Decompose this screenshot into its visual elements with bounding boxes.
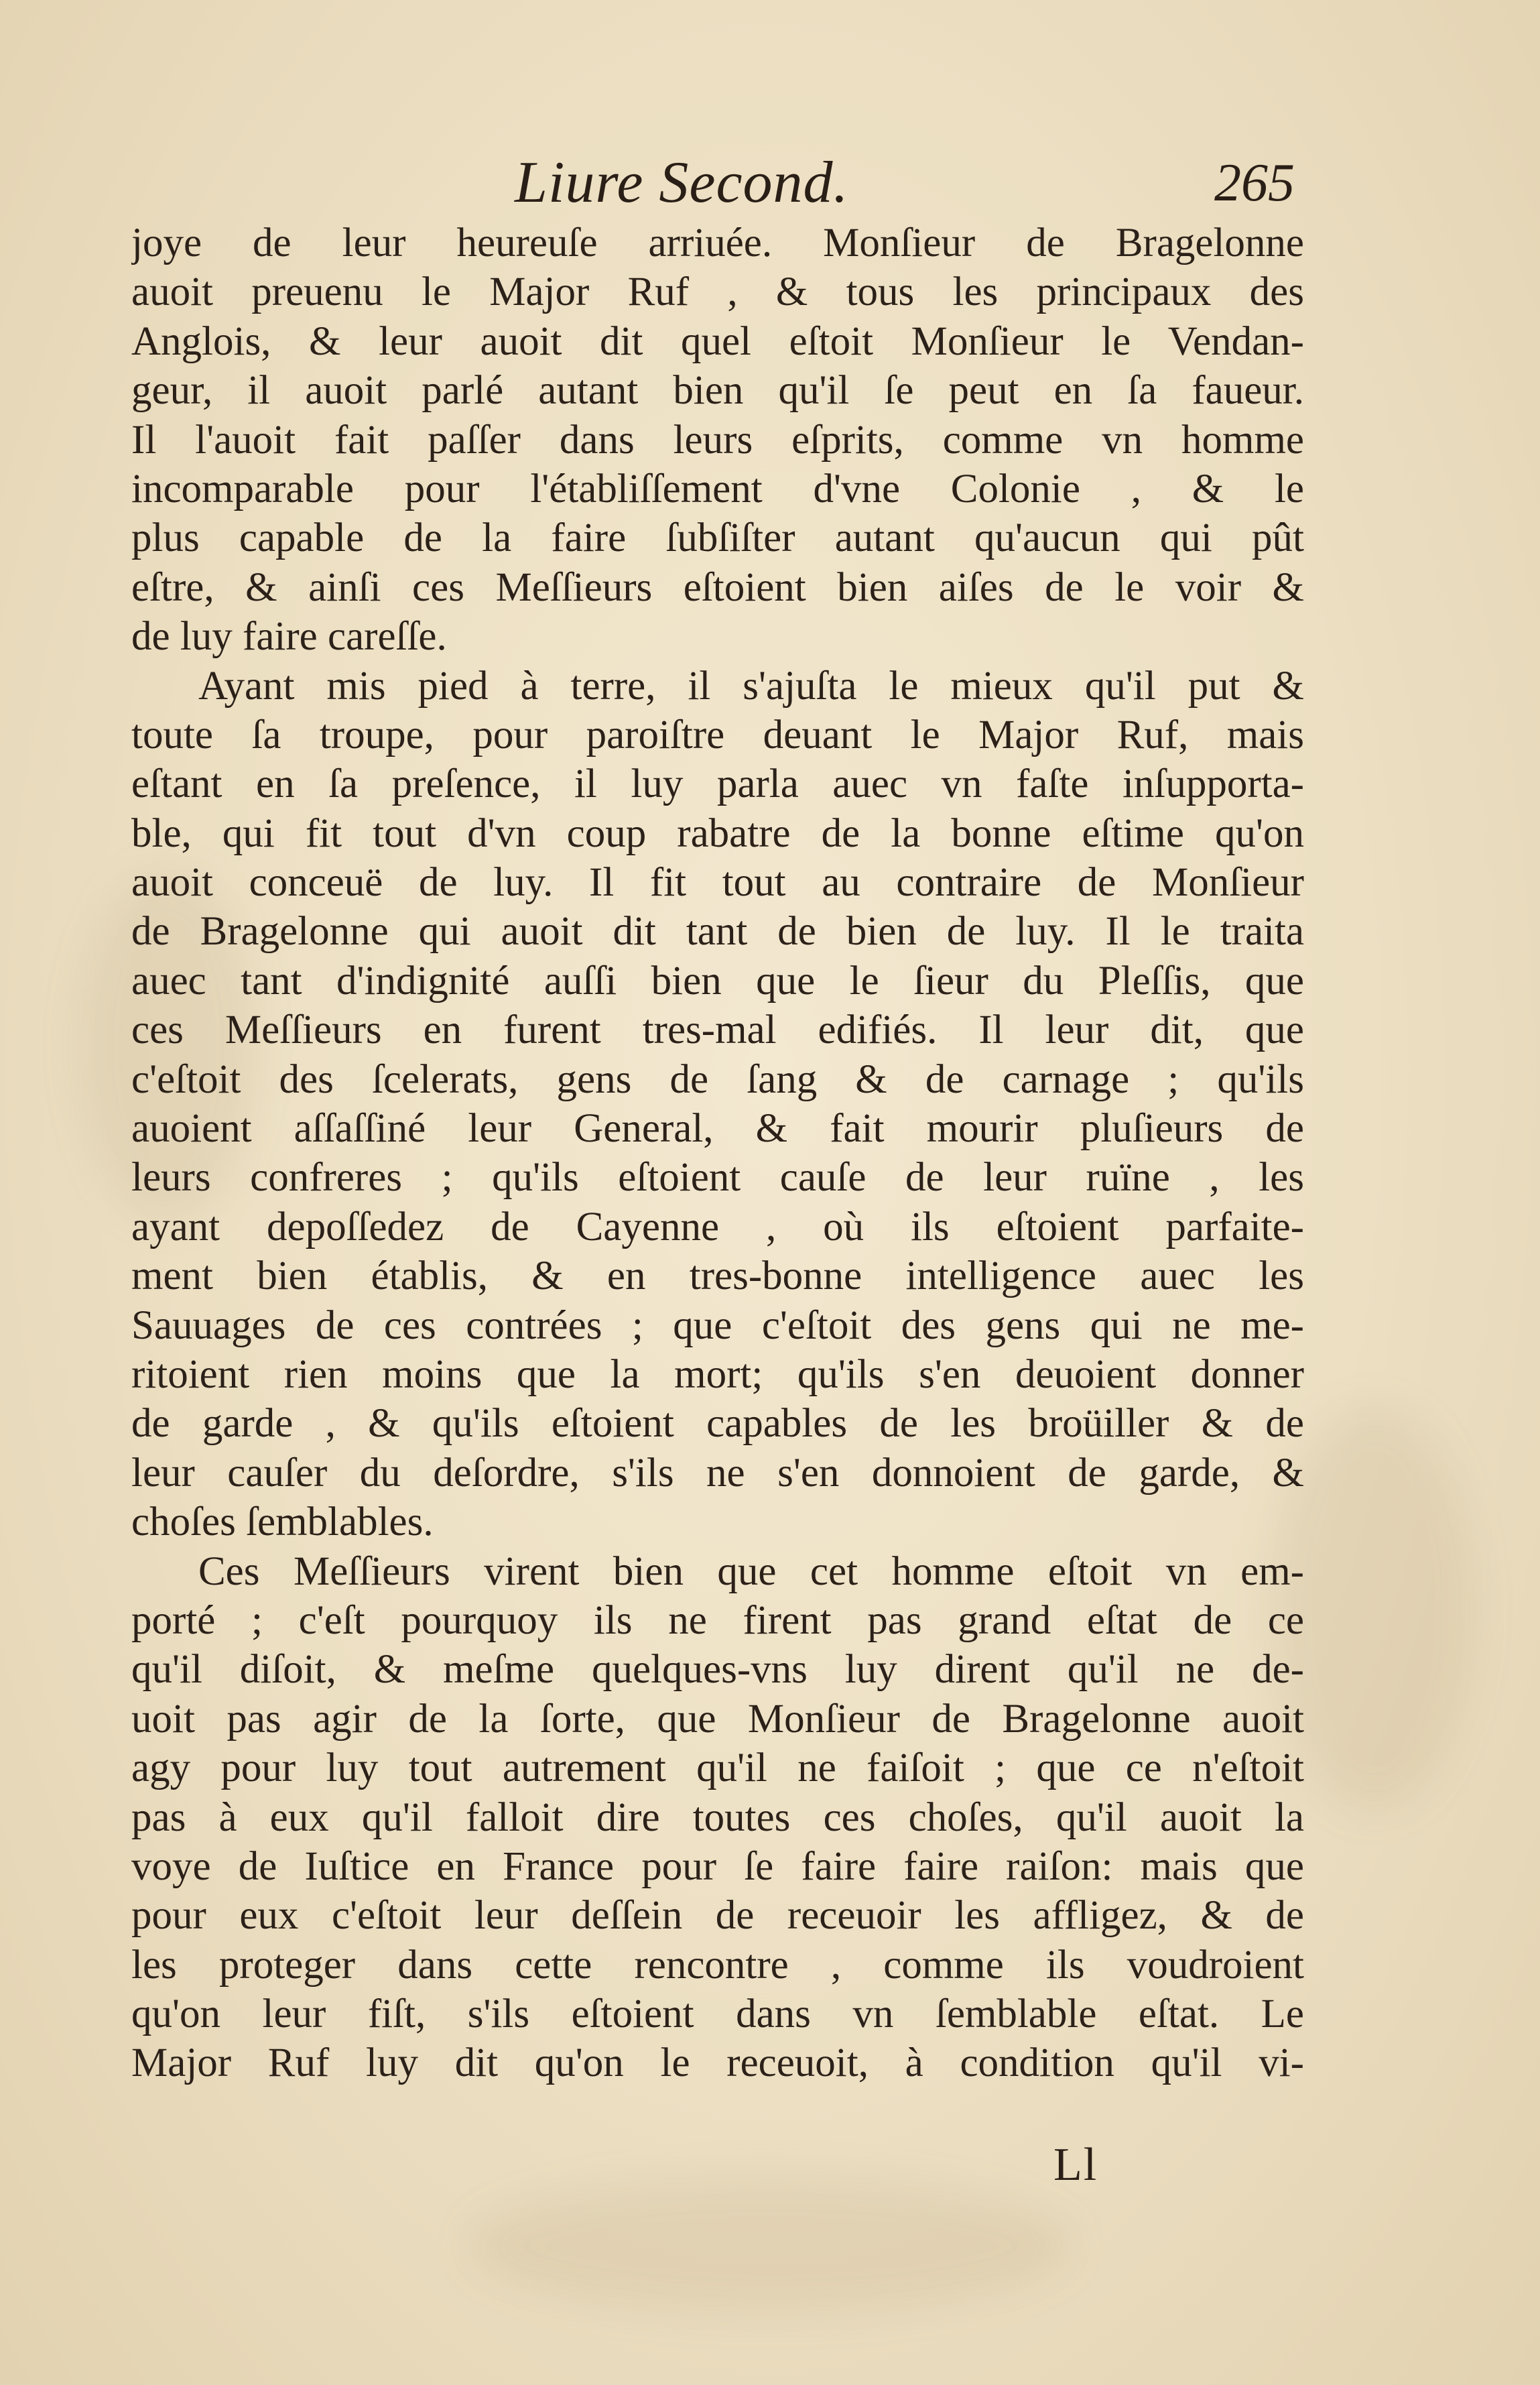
text-line: pas à eux qu'il falloit dire toutes ces choſes, qu'il auoit la	[131, 1794, 1304, 1840]
text-line: pour eux c'eſtoit leur deſſein de receuoir les affligez, & de	[131, 1893, 1304, 1939]
text-line: porté ; c'eſt pourquoy ils ne firent pas grand eſtat de ce	[131, 1597, 1304, 1643]
text-line: ble, qui fit tout d'vn coup rabatre de la bonne eſtime qu'on	[131, 810, 1304, 856]
text-line: auoient aſſaſſiné leur General, & fait mourir pluſieurs de	[131, 1106, 1304, 1152]
body-text	[131, 219, 1304, 2088]
running-title: Liure Second.	[515, 150, 849, 215]
text-line: Ces Meſſieurs virent bien que cet homme eſtoit vn em-	[198, 1548, 1304, 1594]
text-line: Il l'auoit fait paſſer dans leurs eſprits, comme vn homme	[131, 417, 1304, 463]
text-line: Sauuages de ces contrées ; que c'eſtoit des gens qui ne me-	[131, 1302, 1304, 1348]
text-line: ces Meſſieurs en furent tres-mal edifiés. Il leur dit, que	[131, 1007, 1304, 1053]
text-line: joye de leur heureuſe arriuée. Monſieur de Bragelonne	[131, 221, 1304, 265]
text-line: ritoient rien moins que la mort; qu'ils s'en deuoient donner	[131, 1351, 1304, 1397]
text-line: ayant depoſſedez de Cayenne , où ils eſtoient parfaite-	[131, 1204, 1304, 1249]
text-line: leur cauſer du deſordre, s'ils ne s'en donnoient de garde, &	[131, 1450, 1304, 1495]
text-line: qu'il diſoit, & meſme quelques-vns luy dirent qu'il ne de-	[131, 1647, 1304, 1693]
text-line: les proteger dans cette rencontre , comme ils voudroient	[131, 1942, 1304, 1988]
text-line: qu'on leur fiſt, s'ils eſtoient dans vn ſemblable eſtat. Le	[131, 1992, 1304, 2037]
text-line: de Bragelonne qui auoit dit tant de bien de luy. Il le traita	[131, 909, 1304, 955]
text-line: toute ſa troupe, pour paroiſtre deuant le Major Ruf, mais	[131, 712, 1304, 757]
text-line: eſtre, & ainſi ces Meſſieurs eſtoient bien aiſes de le voir &	[131, 564, 1304, 610]
text-line: agy pour luy tout autrement qu'il ne faiſoit ; que ce n'eſtoit	[131, 1746, 1304, 1791]
running-head	[0, 146, 1540, 220]
signature-mark: Ll	[1053, 2139, 1098, 2191]
text-line: de garde , & qu'ils eſtoient capables de les broüiller & de	[131, 1401, 1304, 1447]
text-line: Major Ruf luy dit qu'on le receuoit, à condition qu'il vi-	[131, 2040, 1304, 2086]
text-line: c'eſtoit des ſcelerats, gens de ſang & de carnage ; qu'ils	[131, 1056, 1304, 1102]
text-line: geur, il auoit parlé autant bien qu'il ſe peut en ſa faueur.	[131, 368, 1304, 414]
text-line: incomparable pour l'établiſſement d'vne Colonie , & le	[131, 466, 1304, 511]
text-line: choſes ſemblables.	[131, 1500, 434, 1545]
text-line: auoit preuenu le Major Ruf , & tous les principaux des	[131, 269, 1304, 315]
text-line: Anglois, & leur auoit dit quel eſtoit Monſieur le Vendan-	[131, 318, 1304, 364]
text-line: ment bien établis, & en tres-bonne intelligence auec les	[131, 1253, 1304, 1299]
text-line: uoit pas agir de la ſorte, que Monſieur de Bragelonne auoit	[131, 1696, 1304, 1741]
page-number: 265	[1214, 154, 1295, 212]
paper-stain	[469, 2179, 1072, 2313]
text-line: leurs confreres ; qu'ils eſtoient cauſe de leur ruïne , les	[131, 1155, 1304, 1201]
text-line: Ayant mis pied à terre, il s'ajuſta le mieux qu'il put &	[198, 663, 1304, 709]
text-line: voye de Iuſtice en France pour ſe faire faire raiſon: mais que	[131, 1843, 1304, 1889]
text-line: plus capable de la faire ſubſiſter autant qu'aucun qui pût	[131, 515, 1304, 561]
text-line: de luy faire careſſe.	[131, 614, 447, 660]
text-line: eſtant en ſa preſence, il luy parla auec vn faſte inſupporta-	[131, 761, 1304, 807]
text-line: auec tant d'indignité auſſi bien que le ſieur du Pleſſis, que	[131, 958, 1304, 1003]
text-line: auoit conceuë de luy. Il fit tout au contraire de Monſieur	[131, 860, 1304, 906]
